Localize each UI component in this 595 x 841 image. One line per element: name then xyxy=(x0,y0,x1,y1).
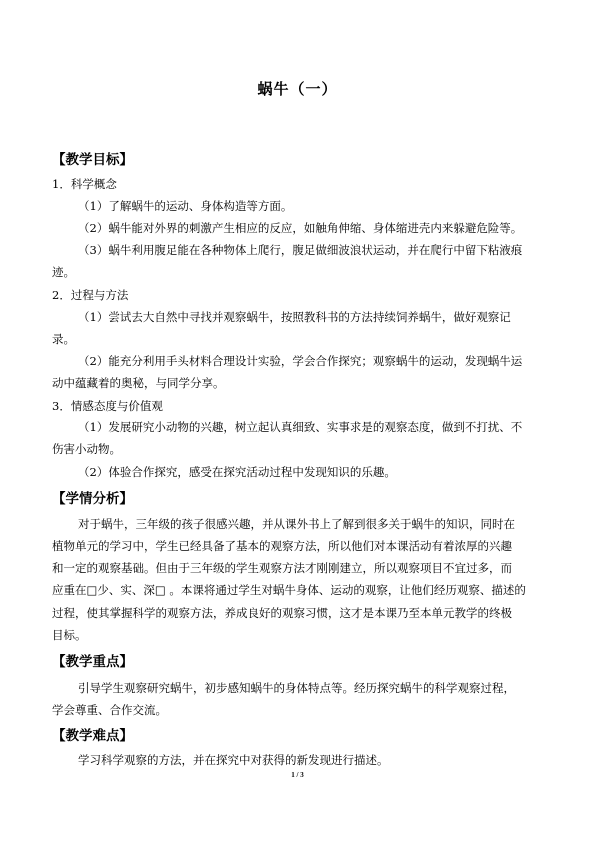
page-number: 1 / 3 xyxy=(291,771,304,779)
section-heading-key-points: 【教学重点】 xyxy=(52,654,133,670)
goals-sub3-item: （2）体验合作探究，感受在探究活动过程中发现知识的乐趣。 xyxy=(78,465,396,479)
goals-sub2-item: （2）能充分利用手头材料合理设计实验，学会合作探究；观察蜗牛的运动，发现蜗牛运 xyxy=(78,354,523,368)
difficulties-line: 学习科学观察的方法，并在探究中对获得的新发现进行描述。 xyxy=(78,753,389,767)
section-heading-difficulties: 【教学难点】 xyxy=(52,728,133,744)
analysis-line: 应重在□少、实、深□ 。本课将通过学生对蜗牛身体、运动的观察，让他们经历观察、描述的 xyxy=(52,583,526,597)
section-heading-goals: 【教学目标】 xyxy=(52,152,133,168)
goals-sub2-heading: 2．过程与方法 xyxy=(52,288,129,302)
analysis-line: 对于蜗牛，三年级的孩子很感兴趣，并从课外书上了解到很多关于蜗牛的知识，同时在 xyxy=(78,517,515,531)
goals-sub3-item: 伤害小动物。 xyxy=(52,442,121,456)
goals-sub3-item: （1）发展研究小动物的兴趣，树立起认真细致、实事求是的观察态度，做到不打扰、不 xyxy=(78,420,523,434)
analysis-line: 目标。 xyxy=(52,628,87,642)
goals-sub3-heading: 3．情感态度与价值观 xyxy=(52,399,163,413)
goals-sub1-item: 迹。 xyxy=(52,265,75,279)
analysis-line: 植物单元的学习中，学生已经具备了基本的观察方法，所以他们对本课活动有着浓厚的兴趣 xyxy=(52,539,512,553)
goals-sub1-heading: 1．科学概念 xyxy=(52,177,117,191)
document-title: 蜗牛（一） xyxy=(257,80,338,98)
key-points-line: 引导学生观察研究蜗牛，初步感知蜗牛的身体特点等。经历探究蜗牛的科学观察过程， xyxy=(78,681,515,695)
analysis-line: 和一定的观察基础。但由于三年级的学生观察方法才刚刚建立，所以观察项目不宜过多，而 xyxy=(52,561,512,575)
analysis-line: 过程，使其掌握科学的观察方法，养成良好的观察习惯，这才是本课乃至本单元教学的终极 xyxy=(52,606,512,620)
goals-sub1-item: （3）蜗牛利用腹足能在各种物体上爬行，腹足做细波浪状运动，并在爬行中留下粘液痕 xyxy=(78,243,523,257)
goals-sub1-item: （2）蜗牛能对外界的刺激产生相应的反应，如触角伸缩、身体缩进壳内来躲避危险等。 xyxy=(78,221,523,235)
goals-sub2-item: 录。 xyxy=(52,332,75,346)
goals-sub2-item: （1）尝试去大自然中寻找并观察蜗牛，按照教科书的方法持续饲养蜗牛，做好观察记 xyxy=(78,310,511,324)
key-points-line: 学会尊重、合作交流。 xyxy=(52,703,167,717)
goals-sub2-item: 动中蕴藏着的奥秘，与同学分享。 xyxy=(52,376,225,390)
goals-sub1-item: （1）了解蜗牛的运动、身体构造等方面。 xyxy=(78,199,293,213)
section-heading-analysis: 【学情分析】 xyxy=(52,491,133,507)
